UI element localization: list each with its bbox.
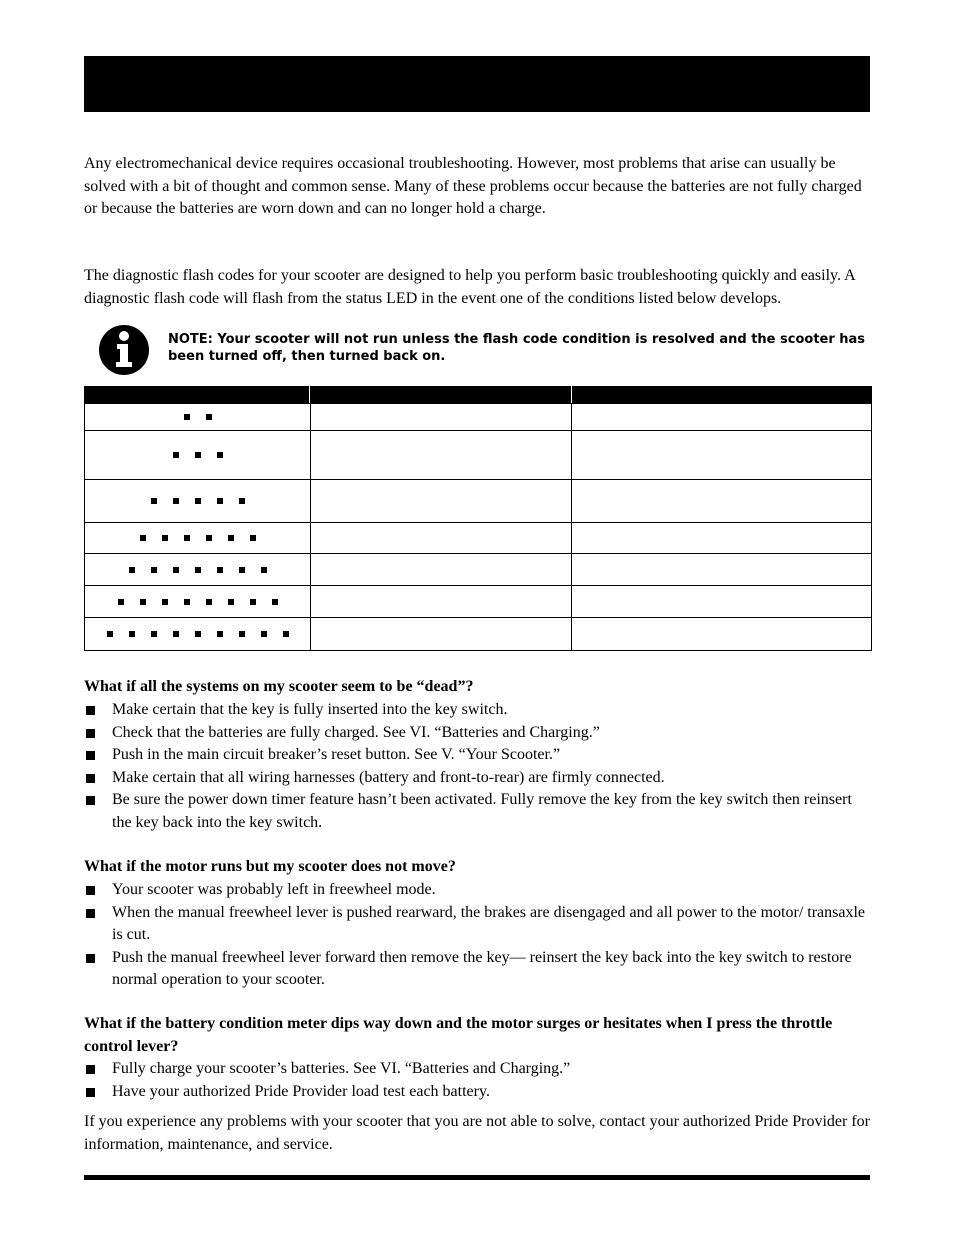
- flash-dot-icon: [217, 452, 223, 458]
- flash-dot-icon: [151, 498, 157, 504]
- flash-dot-icon: [283, 631, 289, 637]
- bullet-square-icon: [86, 909, 95, 918]
- condition-cell: [310, 523, 571, 553]
- flash-pattern-cell: [85, 554, 310, 585]
- bullet-square-icon: [86, 774, 95, 783]
- table-row: [84, 431, 872, 480]
- flash-dot-icon: [217, 631, 223, 637]
- bullet-square-icon: [86, 954, 95, 963]
- action-cell: [571, 480, 871, 522]
- flash-dot-icon: [129, 567, 135, 573]
- list-item: Make certain that the key is fully inserted into the key switch.: [84, 699, 872, 722]
- flash-dot-icon: [228, 535, 234, 541]
- flash-dot-icon: [184, 414, 190, 420]
- list-item: Fully charge your scooter’s batteries. See VI. “Batteries and Charging.”: [84, 1058, 872, 1081]
- header-cell-condition: [309, 386, 571, 403]
- table-row: [84, 523, 872, 554]
- condition-cell: [310, 554, 571, 585]
- info-icon: [98, 324, 150, 376]
- flash-dot-icon: [195, 567, 201, 573]
- flash-pattern-cell: [85, 431, 310, 479]
- flash-dot-icon: [129, 631, 135, 637]
- list-item: Check that the batteries are fully charged. See VI. “Batteries and Charging.”: [84, 722, 872, 745]
- bullet-square-icon: [86, 706, 95, 715]
- flash-code-paragraph: The diagnostic flash codes for your scooter are designed to help you perform basic troubleshooting quickly and easily. A diagnostic flash code will flash from the status LED in the event one of the conditions listed below develops.: [84, 267, 855, 307]
- condition-cell: [310, 480, 571, 522]
- flash-dot-icon: [184, 599, 190, 605]
- footer-rule: [84, 1175, 870, 1180]
- table-row: [84, 586, 872, 618]
- header-cell-action: [571, 386, 872, 403]
- question-battery-meter: What if the battery condition meter dips way down and the motor surges or hesitates when I press the throttle control lever?: [84, 1015, 833, 1055]
- flash-pattern-cell: [85, 586, 310, 617]
- flash-dot-icon: [228, 599, 234, 605]
- flash-dot-icon: [217, 498, 223, 504]
- list-item: Push the manual freewheel lever forward then remove the key— reinsert the key back into the key switch to restore normal operation to your scooter.: [84, 947, 872, 992]
- chapter-header-bar: [84, 56, 870, 112]
- list-item: When the manual freewheel lever is pushed rearward, the brakes are disengaged and all power to the motor/ transaxle is cut.: [84, 902, 872, 947]
- flash-dot-icon: [195, 452, 201, 458]
- flash-dot-icon: [184, 535, 190, 541]
- flash-dot-icon: [217, 567, 223, 573]
- table-body: [84, 403, 872, 651]
- flash-dot-icon: [140, 535, 146, 541]
- action-cell: [571, 523, 871, 553]
- table-row: [84, 480, 872, 523]
- flash-dot-icon: [239, 631, 245, 637]
- flash-dot-icon: [151, 631, 157, 637]
- flash-dot-icon: [239, 498, 245, 504]
- flash-dot-icon: [239, 567, 245, 573]
- action-cell: [571, 554, 871, 585]
- flash-pattern-cell: [85, 618, 310, 650]
- question-motor: What if the motor runs but my scooter does not move?: [84, 858, 456, 875]
- table-row: [84, 403, 872, 431]
- flash-dot-icon: [206, 599, 212, 605]
- header-cell-flash: [84, 386, 309, 403]
- question-dead: What if all the systems on my scooter seem to be “dead”?: [84, 678, 474, 695]
- condition-cell: [310, 618, 571, 650]
- bullet-list-motor: [84, 879, 872, 992]
- action-cell: [571, 431, 871, 479]
- flash-dot-icon: [173, 567, 179, 573]
- flash-dot-icon: [261, 567, 267, 573]
- condition-cell: [310, 404, 571, 430]
- flash-dot-icon: [250, 535, 256, 541]
- flash-dot-icon: [250, 599, 256, 605]
- flash-dot-icon: [195, 498, 201, 504]
- bullet-square-icon: [86, 1088, 95, 1097]
- flash-pattern-cell: [85, 523, 310, 553]
- flash-dot-icon: [272, 599, 278, 605]
- bullet-square-icon: [86, 751, 95, 760]
- closing-paragraph: If you experience any problems with your scooter that you are not able to solve, contact your authorized Pride Provider for information, maintenance, and service.: [84, 1113, 870, 1153]
- intro-paragraph: Any electromechanical device requires occasional troubleshooting. However, most problems that arise can usually be solved with a bit of thought and common sense. Many of these problems occur because the batteries are not fully charged or because the batteries are worn down and can no longer hold a charge.: [84, 155, 862, 217]
- action-cell: [571, 618, 871, 650]
- list-item: Your scooter was probably left in freewheel mode.: [84, 879, 872, 902]
- note-text: NOTE: Your scooter will not run unless the flash code condition is resolved and the scooter has been turned off, then turned back on.: [168, 332, 866, 364]
- condition-cell: [310, 431, 571, 479]
- flash-dot-icon: [107, 631, 113, 637]
- flash-pattern-cell: [85, 480, 310, 522]
- flash-dot-icon: [173, 452, 179, 458]
- bullet-square-icon: [86, 1065, 95, 1074]
- bullet-list-battery: [84, 1058, 872, 1103]
- action-cell: [571, 404, 871, 430]
- flash-dot-icon: [140, 599, 146, 605]
- table-row: [84, 554, 872, 586]
- list-item: Push in the main circuit breaker’s reset button. See V. “Your Scooter.”: [84, 744, 872, 767]
- action-cell: [571, 586, 871, 617]
- flash-dot-icon: [162, 535, 168, 541]
- table-row: [84, 618, 872, 651]
- condition-cell: [310, 586, 571, 617]
- flash-dot-icon: [173, 631, 179, 637]
- flash-dot-icon: [151, 567, 157, 573]
- bullet-square-icon: [86, 729, 95, 738]
- list-item: Be sure the power down timer feature hasn’t been activated. Fully remove the key from the key switch then reinsert the key back into the key switch.: [84, 789, 872, 834]
- table-header: [84, 386, 872, 403]
- list-item: Have your authorized Pride Provider load test each battery.: [84, 1081, 872, 1104]
- flash-dot-icon: [173, 498, 179, 504]
- flash-dot-icon: [195, 631, 201, 637]
- flash-dot-icon: [206, 535, 212, 541]
- list-item: Make certain that all wiring harnesses (battery and front-to-rear) are firmly connected.: [84, 767, 872, 790]
- flash-dot-icon: [261, 631, 267, 637]
- bullet-square-icon: [86, 796, 95, 805]
- flash-dot-icon: [118, 599, 124, 605]
- bullet-list-dead: [84, 699, 872, 834]
- bullet-square-icon: [86, 886, 95, 895]
- flash-dot-icon: [206, 414, 212, 420]
- flash-dot-icon: [162, 599, 168, 605]
- flash-code-table: [84, 386, 872, 651]
- flash-pattern-cell: [85, 404, 310, 430]
